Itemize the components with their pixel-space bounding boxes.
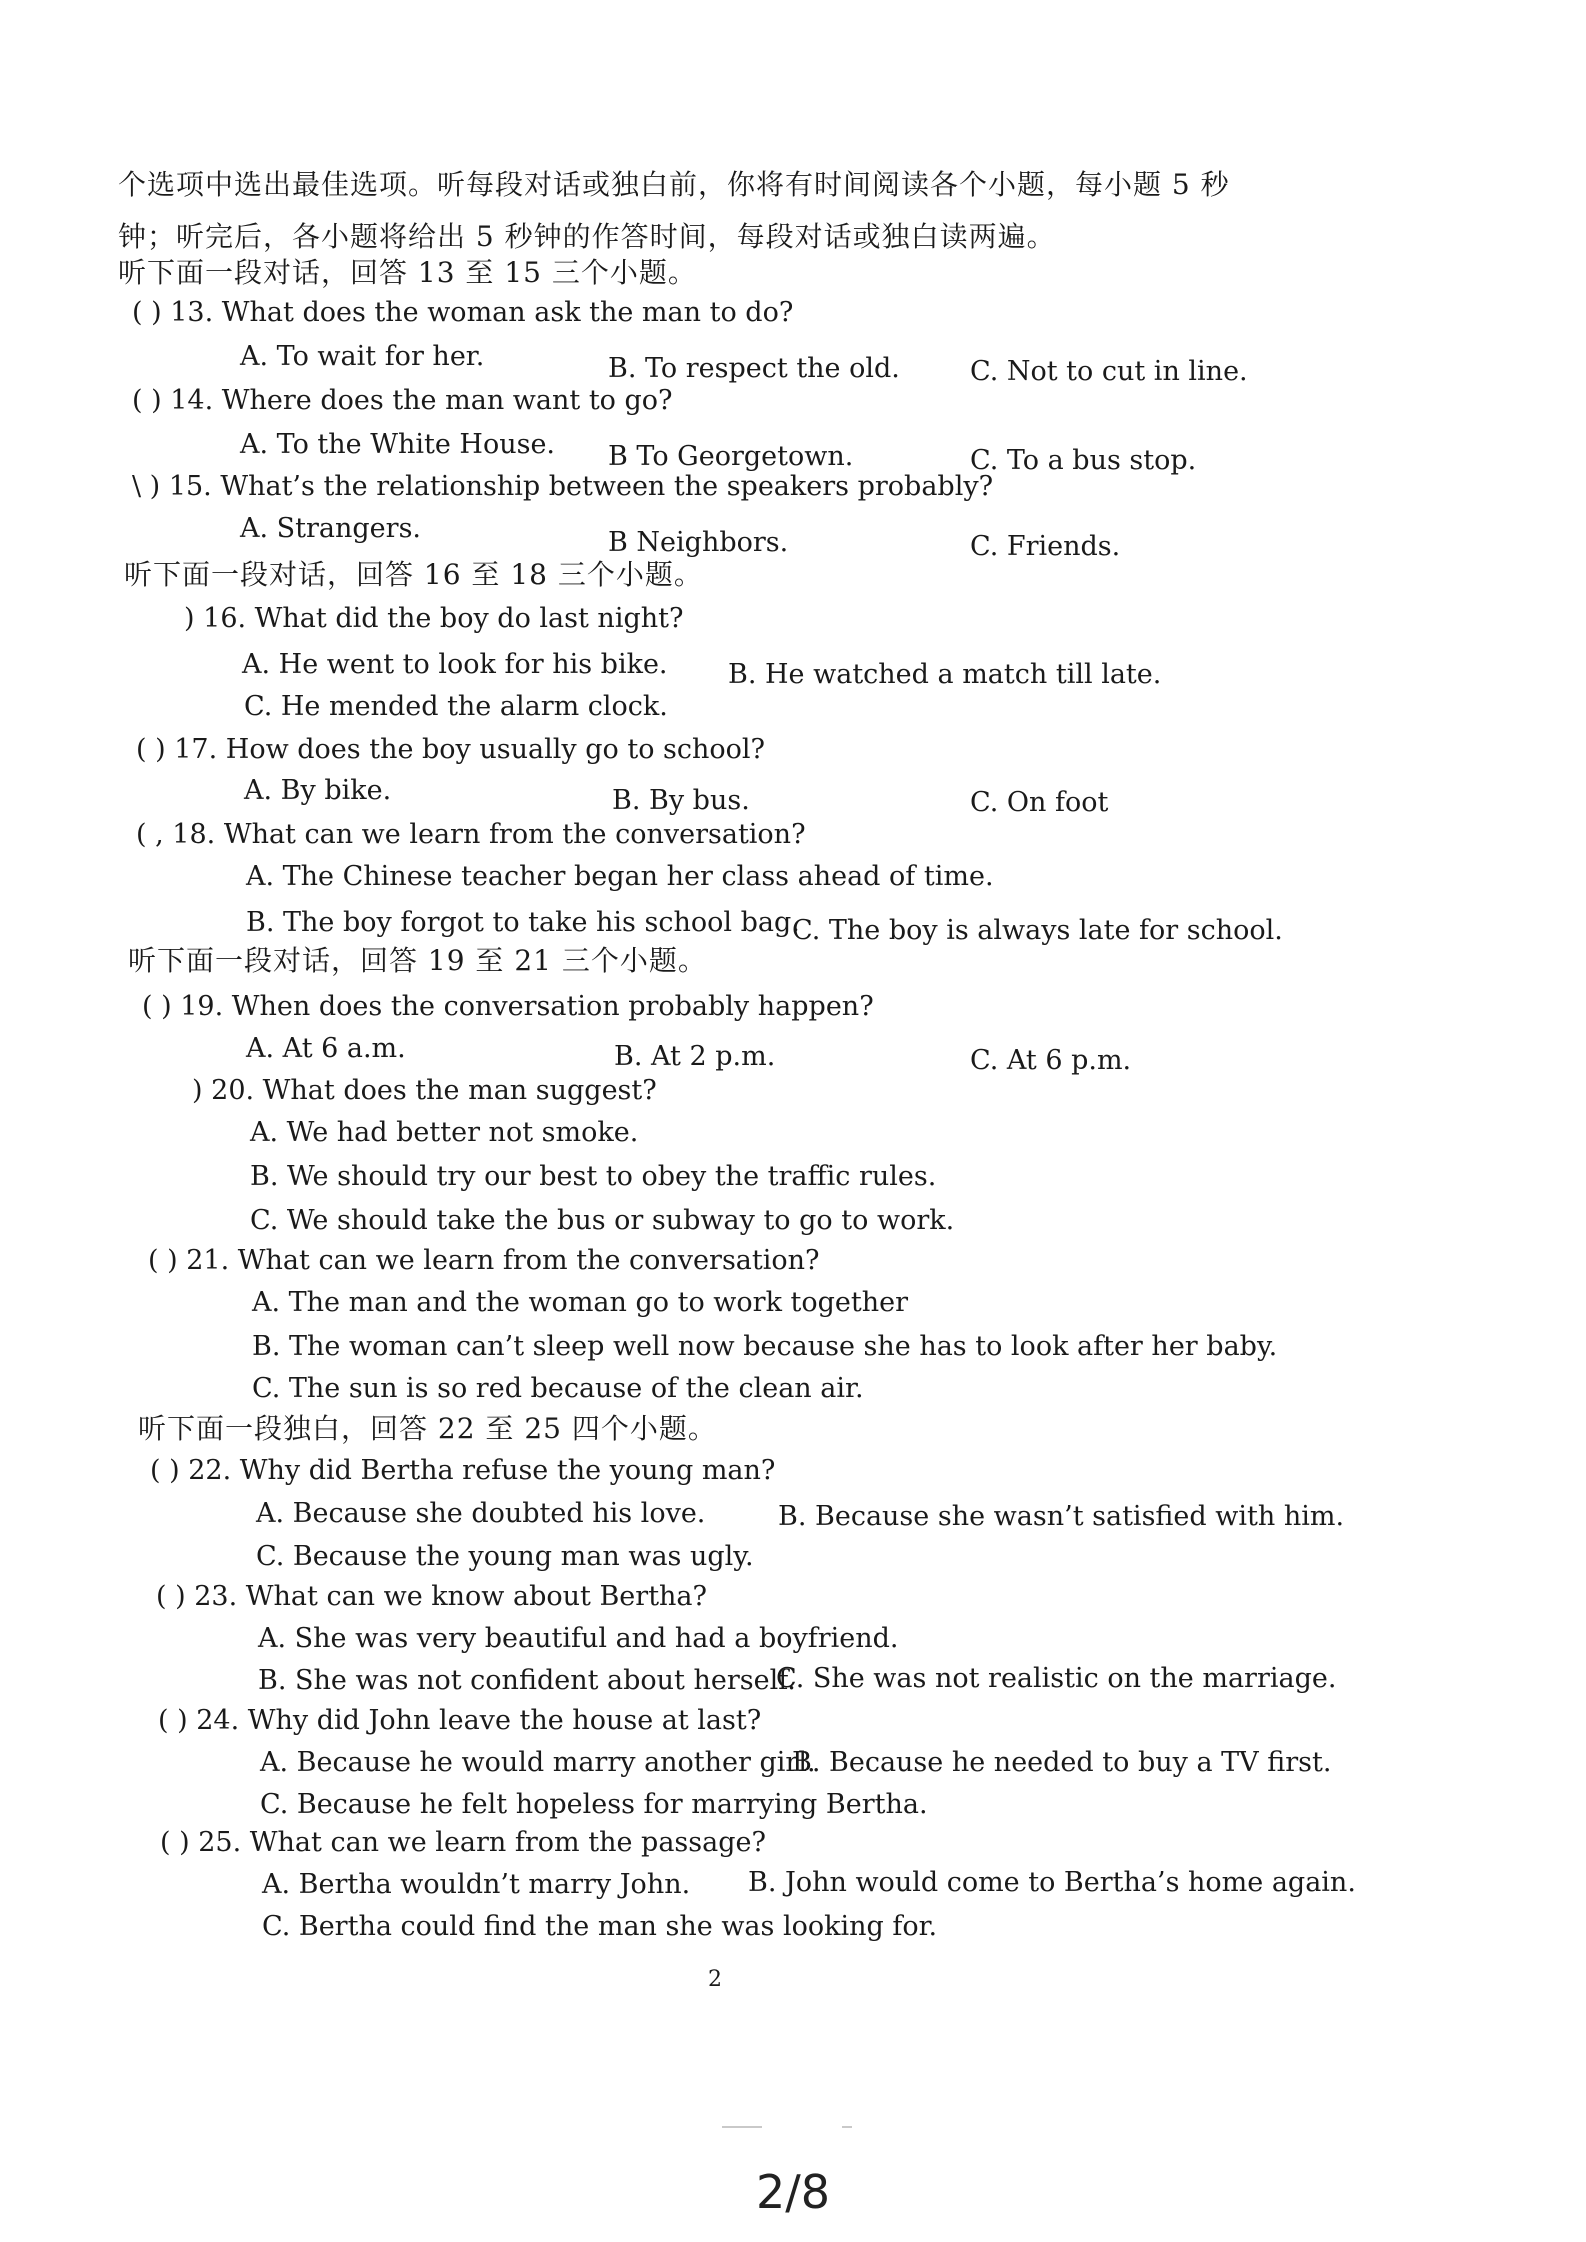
option-a: A. Bertha wouldn’t marry John. <box>262 1869 691 1900</box>
answer-bracket: ( ) <box>142 991 172 1022</box>
option-a: A. She was very beautiful and had a boyfriend. <box>258 1623 899 1654</box>
option-a: A. By bike. <box>244 775 392 806</box>
answer-bracket: ( ) <box>136 734 166 765</box>
option-b: B. Because he needed to buy a TV first. <box>792 1747 1332 1778</box>
answer-bracket: ( ) <box>132 385 162 416</box>
question-stem <box>160 1826 766 1860</box>
viewer-page-indicator: 2/8 <box>755 2165 831 2219</box>
question-stem <box>142 990 874 1024</box>
scan-smudge <box>842 2126 852 2128</box>
question-stem <box>158 1704 761 1738</box>
instructions-line-2: 钟；听完后，各小题将给出 5 秒钟的作答时间，每段对话或独白读两遍。 <box>118 220 1056 253</box>
option-c: C. We should take the bus or subway to go to work. <box>250 1205 955 1236</box>
section-heading: 听下面一段独白，回答 22 至 25 四个小题。 <box>138 1412 717 1445</box>
question-text: 17. How does the boy usually go to school? <box>174 734 766 765</box>
question-text: 18. What can we learn from the conversation? <box>172 819 806 850</box>
answer-bracket: ) <box>184 603 195 634</box>
option-c: C. The sun is so red because of the clean air. <box>252 1373 864 1404</box>
section-heading: 听下面一段对话，回答 19 至 21 三个小题。 <box>128 944 707 977</box>
section-heading: 听下面一段对话，回答 16 至 18 三个小题。 <box>124 558 703 591</box>
option-c: C. He mended the alarm clock. <box>244 691 668 722</box>
option-a: A. Because she doubted his love. <box>256 1498 706 1529</box>
scan-smudge <box>722 2126 762 2128</box>
option-b: B. He watched a match till late. <box>728 659 1162 690</box>
option-a: A. To wait for her. <box>240 341 485 372</box>
option-b: B. The boy forgot to take his school bag. <box>246 907 800 938</box>
question-stem <box>132 296 793 330</box>
option-c: C. To a bus stop. <box>970 445 1197 476</box>
option-c: C. Because he felt hopeless for marrying Bertha. <box>260 1789 928 1820</box>
answer-bracket: ( ) <box>156 1581 186 1612</box>
question-text: 15. What’s the relationship between the speakers probably? <box>168 471 994 502</box>
answer-bracket: ( ) <box>148 1245 178 1276</box>
question-stem <box>132 384 673 418</box>
option-c: C. The boy is always late for school. <box>792 915 1283 946</box>
question-stem <box>192 1074 657 1108</box>
option-a: A. Because he would marry another girl. <box>260 1747 816 1778</box>
question-stem <box>156 1580 707 1614</box>
question-text: 13. What does the woman ask the man to do? <box>170 297 794 328</box>
question-text: 22. Why did Bertha refuse the young man? <box>188 1455 776 1486</box>
question-text: 16. What did the boy do last night? <box>203 603 684 634</box>
option-b: B. Because she wasn’t satisfied with him. <box>778 1501 1345 1532</box>
option-c: C. Friends. <box>970 531 1121 562</box>
option-c: C. On foot <box>970 787 1109 818</box>
option-b: B. The woman can’t sleep well now because she has to look after her baby. <box>252 1331 1278 1362</box>
question-stem <box>148 1244 820 1278</box>
option-c: C. Because the young man was ugly. <box>256 1541 754 1572</box>
option-c: C. She was not realistic on the marriage. <box>776 1663 1337 1694</box>
option-b: B. We should try our best to obey the traffic rules. <box>250 1161 937 1192</box>
instructions-line-1: 个选项中选出最佳选项。听每段对话或独白前，你将有时间阅读各个小题，每小题 5 秒 <box>118 168 1230 201</box>
question-text: 25. What can we learn from the passage? <box>198 1827 766 1858</box>
option-c: C. At 6 p.m. <box>970 1045 1132 1076</box>
option-a: A. He went to look for his bike. <box>242 649 668 680</box>
question-text: 19. When does the conversation probably happen? <box>180 991 874 1022</box>
option-b: B. By bus. <box>612 785 750 816</box>
option-a: A. At 6 a.m. <box>246 1033 406 1064</box>
answer-bracket: ( , <box>136 819 164 850</box>
option-b: B. At 2 p.m. <box>614 1041 776 1072</box>
answer-bracket: ( ) <box>158 1705 188 1736</box>
answer-bracket: ) <box>192 1075 203 1106</box>
option-a: A. Strangers. <box>240 513 422 544</box>
question-text: 14. Where does the man want to go? <box>170 385 673 416</box>
printed-page-number: 2 <box>708 1967 722 1992</box>
option-a: A. The Chinese teacher began her class ahead of time. <box>246 861 994 892</box>
option-b: B Neighbors. <box>608 527 789 558</box>
question-text: 24. Why did John leave the house at last? <box>196 1705 762 1736</box>
section-heading: 听下面一段对话，回答 13 至 15 三个小题。 <box>118 256 697 289</box>
question-stem <box>132 470 993 504</box>
answer-bracket: ( ) <box>160 1827 190 1858</box>
option-a: A. The man and the woman go to work together <box>252 1287 909 1318</box>
answer-bracket: ( ) <box>150 1455 180 1486</box>
option-a: A. We had better not smoke. <box>250 1117 639 1148</box>
question-text: 21. What can we learn from the conversation? <box>186 1245 820 1276</box>
option-b: B. John would come to Bertha’s home again. <box>748 1867 1356 1898</box>
question-stem <box>136 818 806 852</box>
question-stem <box>184 602 683 636</box>
option-c: C. Not to cut in line. <box>970 356 1248 387</box>
question-stem <box>136 733 765 767</box>
question-stem <box>150 1454 775 1488</box>
answer-bracket: \ ) <box>132 471 161 502</box>
question-text: 23. What can we know about Bertha? <box>194 1581 707 1612</box>
answer-bracket: ( ) <box>132 297 162 328</box>
option-b: B. She was not confident about herself. <box>258 1665 796 1696</box>
option-c: C. Bertha could find the man she was looking for. <box>262 1911 938 1942</box>
option-b: B To Georgetown. <box>608 441 854 472</box>
option-b: B. To respect the old. <box>608 353 900 384</box>
option-a: A. To the White House. <box>240 429 556 460</box>
question-text: 20. What does the man suggest? <box>211 1075 657 1106</box>
